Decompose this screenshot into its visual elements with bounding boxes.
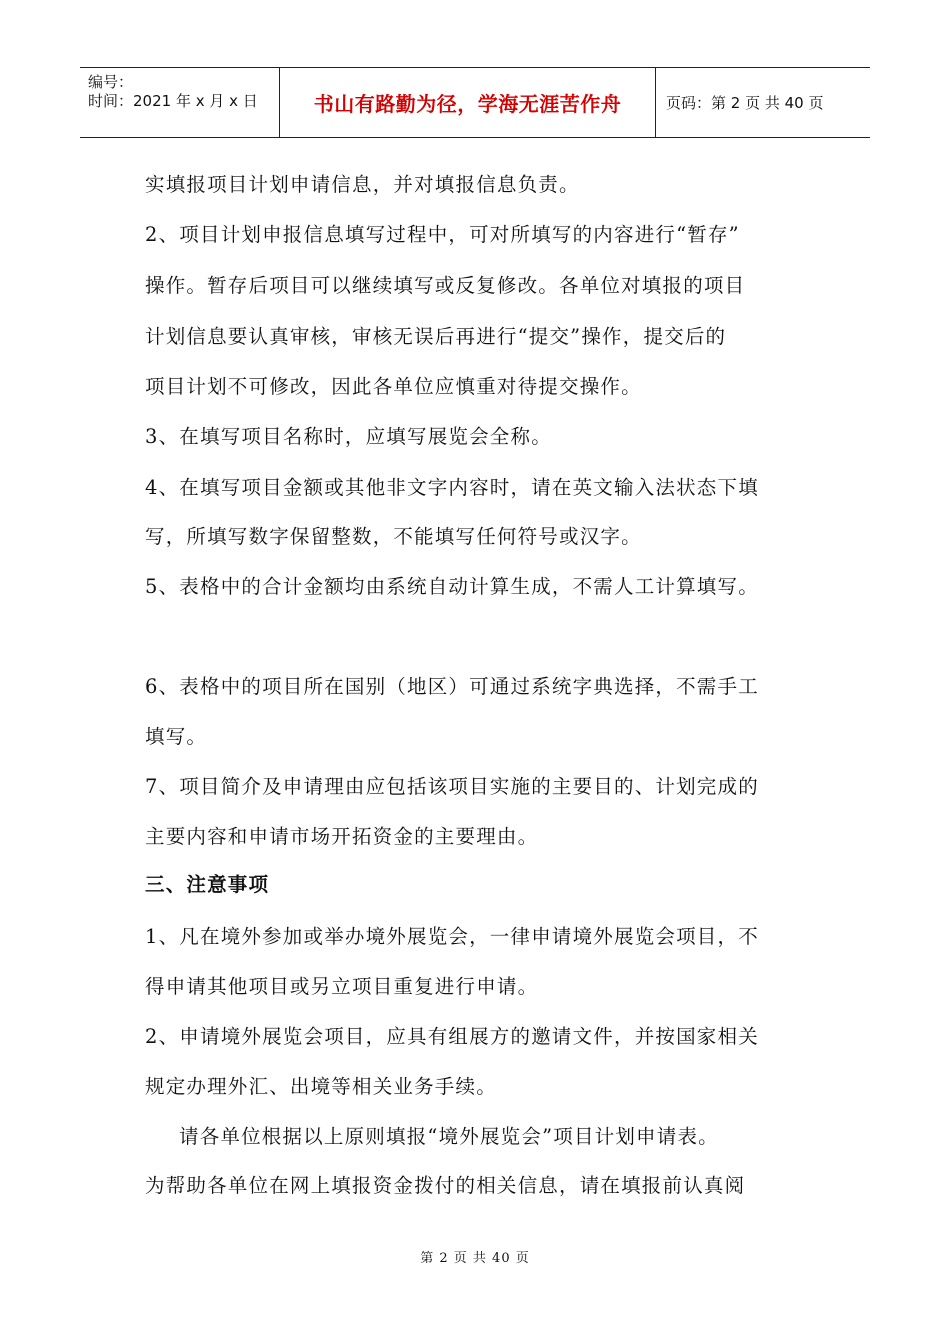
- text-line: 2、申请境外展览会项目，应具有组展方的邀请文件，并按国家相关: [145, 1025, 759, 1048]
- page-header: [80, 67, 870, 138]
- text-line: 计划信息要认真审核，审核无误后再进行“提交”操作，提交后的: [145, 325, 727, 348]
- text-line: 1、凡在境外参加或举办境外展览会，一律申请境外展览会项目，不: [145, 925, 759, 948]
- text-line: 操作。暂存后项目可以继续填写或反复修改。各单位对填报的项目: [145, 274, 746, 297]
- text-line: 得申请其他项目或另立项目重复进行申请。: [145, 975, 539, 998]
- text-line: 项目计划不可修改，因此各单位应慎重对待提交操作。: [145, 375, 642, 398]
- text-line: 主要内容和申请市场开拓资金的主要理由。: [145, 825, 539, 848]
- text-line: 为帮助各单位在网上填报资金拨付的相关信息，请在填报前认真阅: [145, 1174, 746, 1197]
- text-line: 5、表格中的合计金额均由系统自动计算生成，不需人工计算填写。: [145, 575, 759, 598]
- text-line: 4、在填写项目金额或其他非文字内容时，请在英文输入法状态下填: [145, 476, 759, 499]
- header-meta: [80, 68, 280, 137]
- page-footer: 第 2 页 共 40 页: [420, 1251, 530, 1266]
- document-number-label: 编号：: [88, 73, 134, 91]
- text-line: 请各单位根据以上原则填报“境外展览会”项目计划申请表。: [179, 1125, 719, 1148]
- text-line: 3、在填写项目名称时，应填写展览会全称。: [145, 425, 552, 448]
- header-page-info: 页码：第 2 页 共 40 页: [666, 94, 824, 112]
- text-line: 7、项目简介及申请理由应包括该项目实施的主要目的、计划完成的: [145, 775, 759, 798]
- text-line: 2、项目计划申报信息填写过程中，可对所填写的内容进行“暂存”: [145, 223, 740, 246]
- document-date: 时间：2021 年 x 月 x 日: [88, 92, 258, 110]
- header-motto: 书山有路勤为径，学海无涯苦作舟: [280, 68, 656, 137]
- text-line: 写，所填写数字保留整数，不能填写任何符号或汉字。: [145, 525, 642, 548]
- text-line: 实填报项目计划申请信息，并对填报信息负责。: [145, 173, 580, 196]
- section-heading: 三、注意事项: [145, 873, 270, 896]
- text-line: 6、表格中的项目所在国别（地区）可通过系统字典选择，不需手工: [145, 675, 759, 698]
- text-line: 填写。: [145, 725, 208, 748]
- text-line: 规定办理外汇、出境等相关业务手续。: [145, 1075, 497, 1098]
